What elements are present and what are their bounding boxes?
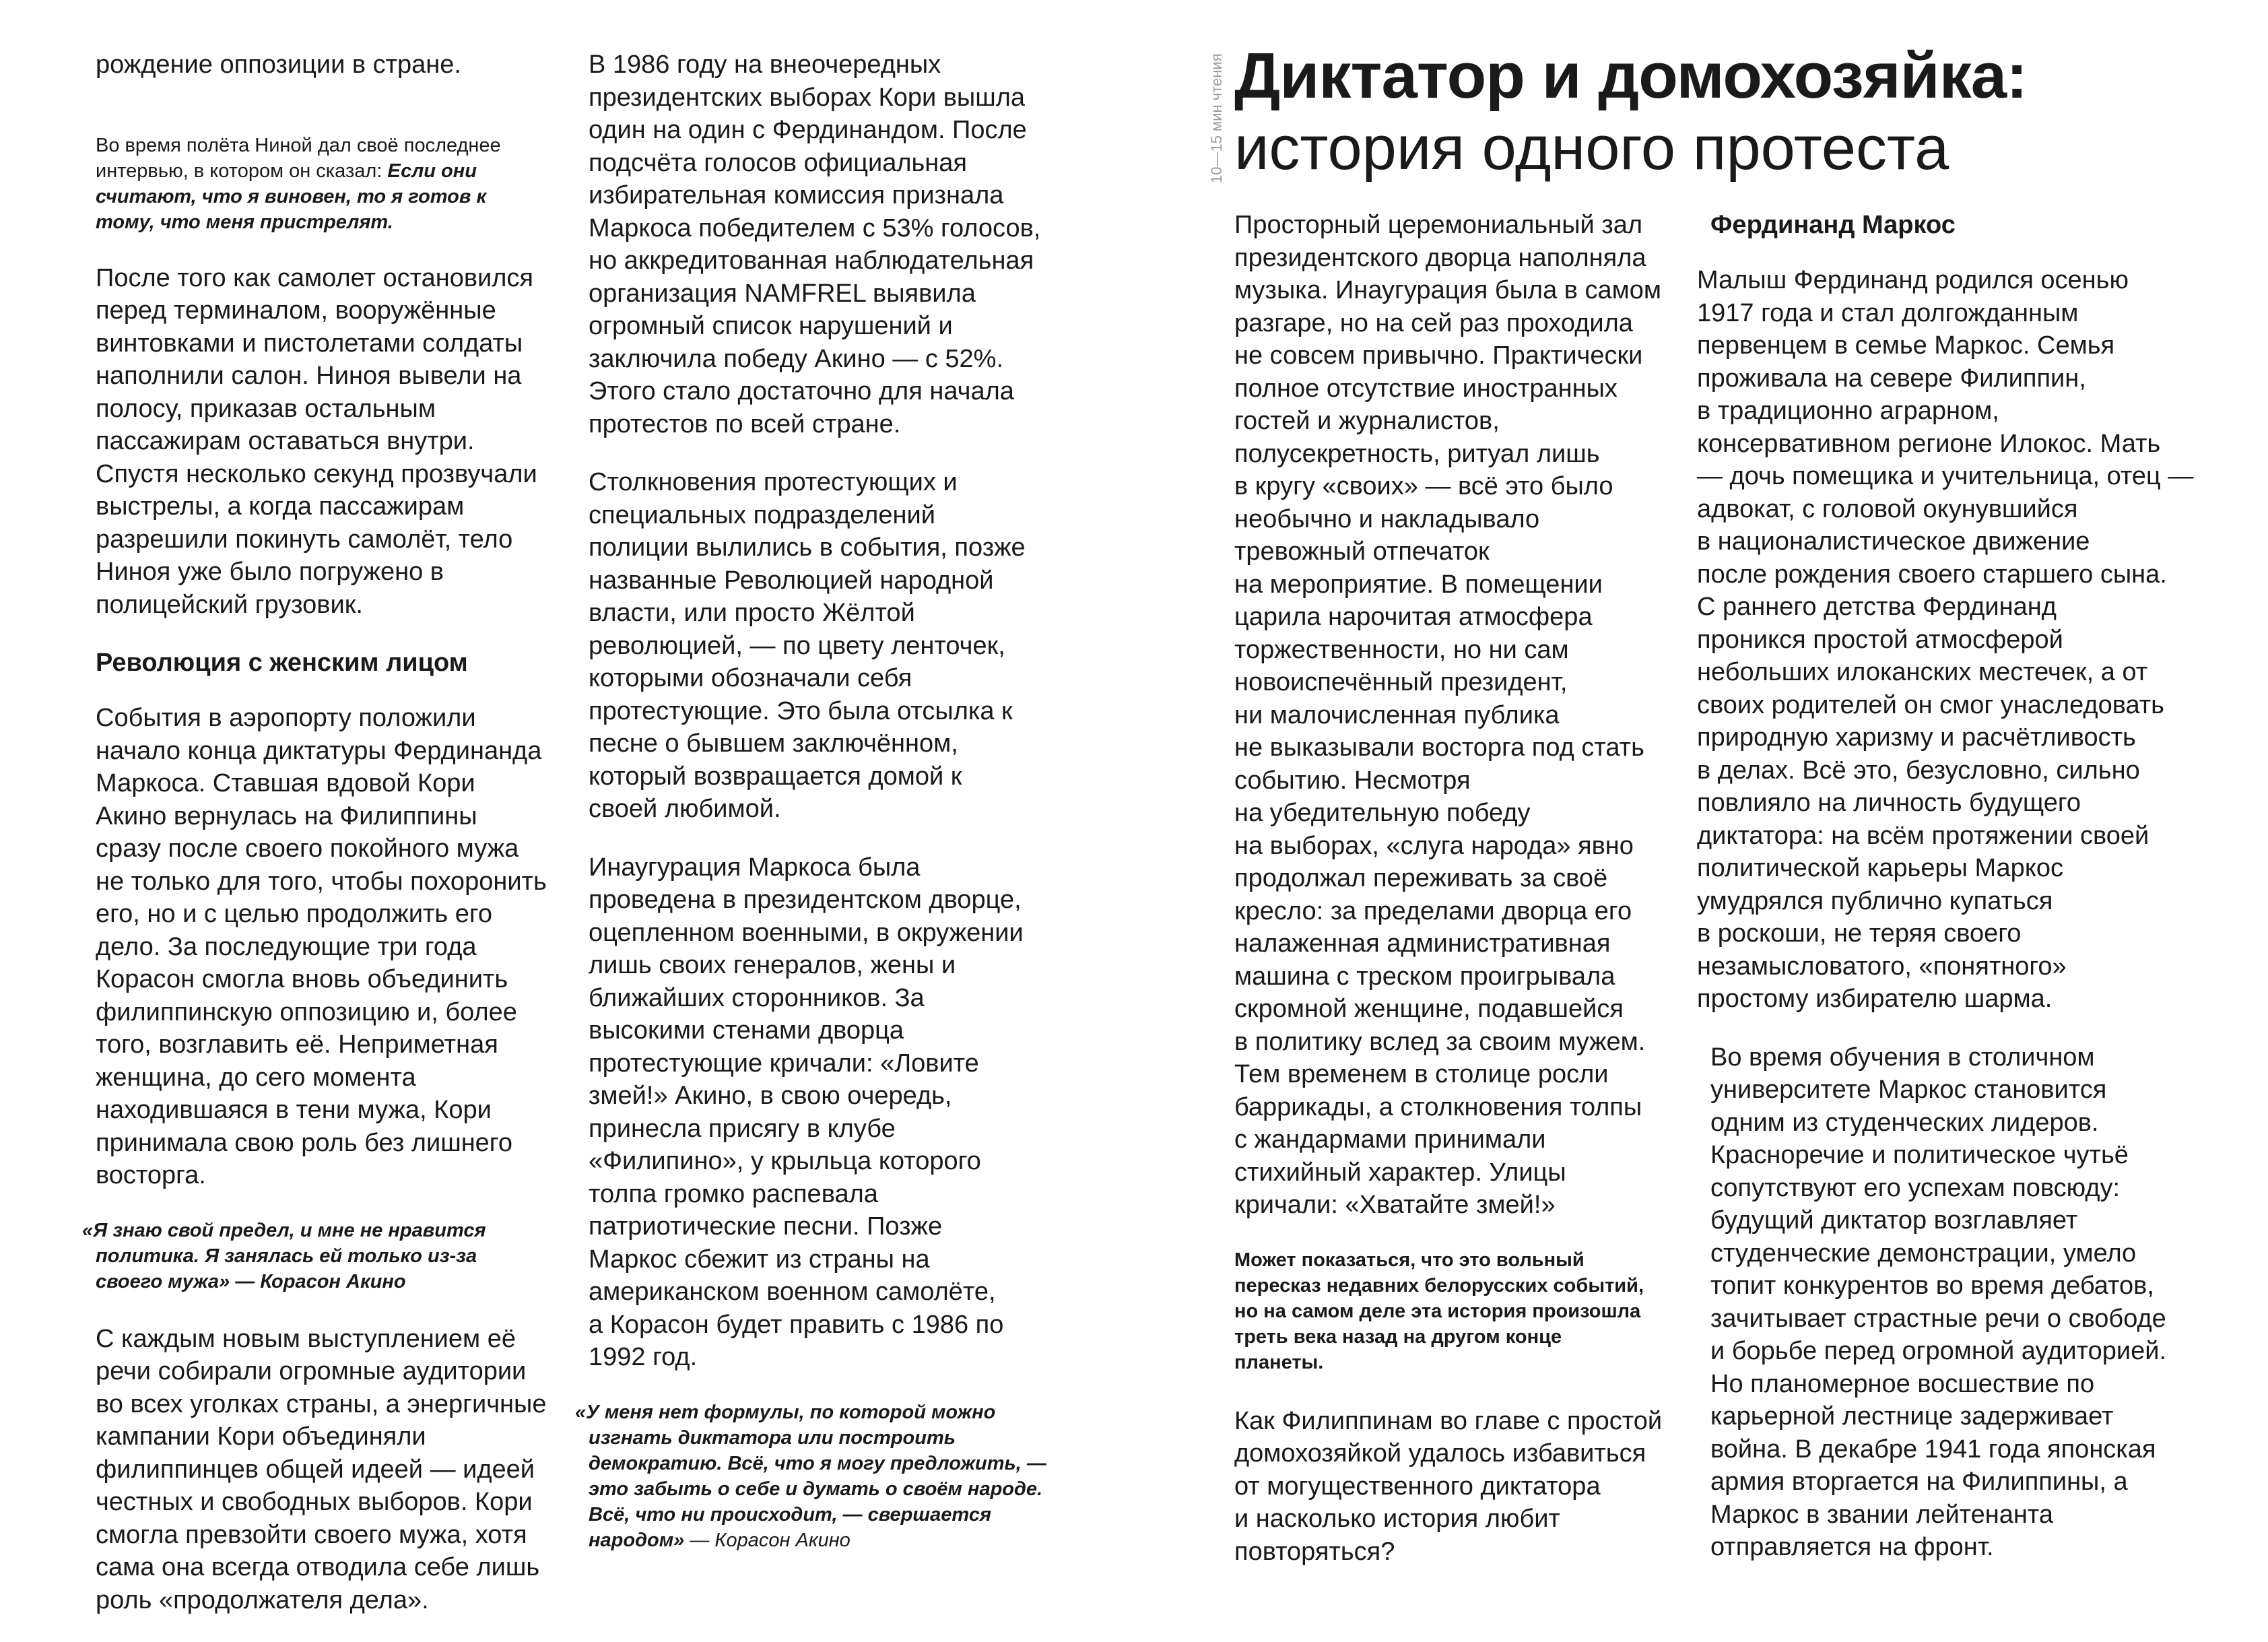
right-page-column-1 (1234, 209, 1699, 1594)
paragraph-elections: В 1986 году на внеочередных президентских выборах Кори вышла один на один с Фердинандом. После подсчёта голосов официальная избирательная комиссия признала Маркоса победителем с 53% голосов, но аккредитованная наблюдательная организация NAMFREL выявила огромный список нарушений и заключила победу Акино — с 52%. Этого стало достаточно для начала протестов по всей стране. (589, 51, 1041, 438)
paragraph-continued: рождение оппозиции в стране. (96, 51, 461, 79)
right-page-column-2 (1697, 209, 2202, 1589)
side-note (96, 107, 540, 235)
article-subtitle: история одного протеста (1234, 114, 1949, 183)
pull-quote-formula-author: — Корасон Акино (684, 1529, 850, 1551)
section-heading-revolution: Революция с женским лицом (96, 649, 468, 677)
paragraph-university: Во время обучения в столичном университете Маркос становится одним из студенческих лидеров. Красноречие и политическое чутьё сопутствуют его успехам повсюду: будущий диктатор возглавляет студенческие демонстрации, умело топит конкурентов во время дебатов, зачитывает страстные речи о свободе и борьбе перед огромной аудиторией. Но планомерное восшествие по карьерной лестнице задерживает война. В декабре 1941 года японская армия вторгается на Филиппины, а Маркос в звании лейтенанта отправляется на фронт. (1710, 1043, 2167, 1561)
left-page-column-2 (575, 48, 1071, 1581)
section-heading-marcos: Фердинанд Маркос (1710, 211, 1956, 239)
paragraph-campaign: С каждым новым выступлением её речи собирали огромные аудитории во всех уголках страны, а энергичные кампании Кори объединяли филиппинцев общей идеей — идеей честных и свободных выборов. Кори смогла превзойти своего мужа, хотя сама она всегда отводила себе лишь роль «продолжателя дела». (96, 1324, 547, 1614)
side-note-text: Во время полёта Ниной дал своё последнее интервью, в котором он сказал: (96, 134, 501, 182)
paragraph-airport: После того как самолет остановился перед терминалом, вооружённые винтовками и пистолетами солдаты наполнили салон. Нинoя вывели на полосу, приказав остальным пассажирам оставаться внутри. Спустя несколько секунд прозвучали выстрелы, а когда пассажирам разрешили покинуть самолёт, тело Нинoя уже было погружено в полицейский грузовик. (96, 263, 537, 619)
pull-quote-formula-text: «У меня нет формулы, по которой можно изгнать диктатора или построить демократию. Всё, что я могу предложить, — это забыть о себе и думать о своём народе. Всё, что ни происходит, — свершается народом» (575, 1401, 1046, 1551)
article-title-block (1234, 39, 2231, 183)
pull-quote-aquino: «Я знаю свой предел, и мне не нравится политика. Я занялась ей только из-за своего мужа» — Корасон Акино (82, 1219, 486, 1292)
paragraph-inauguration: Инаугурация Маркоса была проведена в президентском дворце, оцепленном военными, в окружении лишь своих генералов, жены и ближайших сторонников. За высокими стенами дворца протестующие кричали: «Ловите змей!» Акино, в свою очередь, принесла присягу в клубе «Филипино», у крыльца которого толпа громко распевала патриотические песни. Позже Маркос сбежит из страны на американском военном самолёте, а Корасон будет править с 1986 по 1992 год. (589, 853, 1024, 1371)
article-title: Диктатор и домохозяйка: (1234, 40, 2028, 112)
paragraph-clashes: Столкновения протестующих и специальных подразделений полиции вылились в события, позже названные Революцией народной власти, или просто Жёлтой революцией, — по цвету ленточек, которыми обозначали себя протестующие. Это была отсылка к песне о бывшем заключённом, который возвращается домой к своей любимой. (589, 468, 1026, 823)
paragraph-events: События в аэропорту положили начало конца диктатуры Фердинанда Маркоса. Ставшая вдовой Кори Акино вернулась на Филиппины сразу после своего покойного мужа не только для того, чтобы похоронить его, но и с целью продолжить его дело. За последующие три года Корасон смогла вновь объединить филиппинскую оппозицию и, более того, возглавить её. Неприметная женщина, до сего момента находившаяся в тени мужа, Кори принимала свою роль без лишнего восторга. (96, 704, 547, 1189)
paragraph-childhood: Малыш Фердинанд родился осенью 1917 года и стал долгожданным первенцем в семье Маркос. Семья проживала на севере Филиппин, в традиционно аграрном, консервативном регионе Илокос. Мать — дочь помещика и учительница, отец — адвокат, с головой окунувшийся в националистическое движение после рождения своего старшего сына. С раннего детства Фердинанд проникся простой атмосферой небольших илоканских местечек, а от своих родителей он смог унаследовать природную харизму и расчётливость в делах. Всё это, безусловно, сильно повлияло на личность будущего диктатора: на всём протяжении своей политической карьеры Маркос умудрялся публично купаться в роскоши, не теряя своего незамысловатого, «понятного» простому избирателю шарма. (1697, 266, 2194, 1013)
side-note-quote: Если они считают, что я виновен, то я готов к тому, что меня пристрелят. (96, 160, 487, 233)
paragraph-question: Как Филиппинам во главе с простой домохозяйкой удалось избавиться от могущественного диктатора и насколько история любит повторяться? (1234, 1406, 1663, 1566)
lead-note: Может показаться, что это вольный пересказ недавних белорусских событий, но на самом деле эта история произошла треть века назад на другом конце планеты. (1234, 1249, 1644, 1373)
pull-quote-formula (575, 1400, 1071, 1553)
reading-time: 10—15 мин чтения (1208, 53, 1225, 183)
paragraph-ceremony: Просторный церемониальный зал президентского дворца наполняла музыка. Инаугурация была в самом разгаре, но на сей раз проходила не совсем привычно. Практически полное отсутствие иностранных гостей и журналистов, полусекретность, ритуал лишь в кругу «своих» — всё это было необычно и накладывало тревожный отпечаток на мероприятие. В помещении царила нарочитая атмосфера торжественности, но ни сам новоиспечённый президент, ни малочисленная публика не выказывали восторга под стать событию. Несмотря на убедительную победу на выборах, «слуга народа» явно продолжал переживать за своё кресло: за пределами дворца его налаженная административная машина с треском проигрывала скромной женщине, подавшейся в политику вслед за своим мужем. Тем временем в столице росли баррикады, а столкновения толпы с жандармами принимали стихийный характер. Улицы кричали: «Хватайте змей!» (1234, 211, 1662, 1219)
left-page-column-1 (82, 48, 554, 1642)
